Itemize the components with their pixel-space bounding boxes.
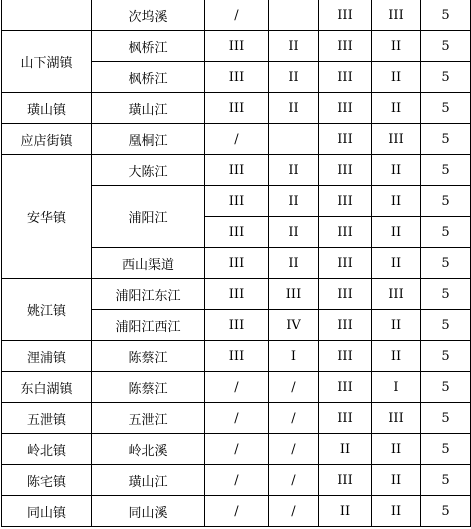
grade-cell: III [319,186,372,217]
grade-cell: II [372,217,421,248]
score-cell: 5 [421,31,471,62]
grade-cell: III [205,248,269,279]
town-cell: 应店街镇 [2,124,92,155]
river-cell: 凰桐江 [92,124,205,155]
grade-cell: III [372,0,421,31]
grade-cell: II [269,31,319,62]
grade-cell: / [269,403,319,434]
grade-cell: II [319,434,372,465]
water-quality-table [1,0,471,527]
grade-cell: III [319,93,372,124]
grade-cell: III [372,124,421,155]
grade-cell: / [205,434,269,465]
table-row [2,155,471,186]
score-cell: 5 [421,372,471,403]
grade-cell: / [269,465,319,496]
grade-cell: / [205,0,269,31]
grade-cell: II [372,434,421,465]
grade-cell: III [319,310,372,341]
river-cell: 璜山江 [92,465,205,496]
grade-cell [269,0,319,31]
river-cell: 五泄江 [92,403,205,434]
score-cell: 5 [421,310,471,341]
river-cell: 浦阳江东江 [92,279,205,310]
river-cell: 浦阳江 [92,186,205,248]
town-cell: 山下湖镇 [2,31,92,93]
score-cell: 5 [421,186,471,217]
grade-cell: / [205,372,269,403]
grade-cell: III [205,31,269,62]
river-cell: 枫桥江 [92,62,205,93]
grade-cell: III [319,155,372,186]
grade-cell: II [269,62,319,93]
score-cell: 5 [421,496,471,527]
river-cell: 浦阳江西江 [92,310,205,341]
river-cell: 陈蔡江 [92,341,205,372]
table-row [2,465,471,496]
town-cell: 璜山镇 [2,93,92,124]
grade-cell: III [319,62,372,93]
table-row [2,496,471,527]
table-row [2,0,471,31]
grade-cell: III [319,341,372,372]
river-cell: 岭北溪 [92,434,205,465]
grade-cell: II [372,186,421,217]
grade-cell: II [372,248,421,279]
grade-cell: III [205,155,269,186]
town-cell: 岭北镇 [2,434,92,465]
table-row [2,93,471,124]
score-cell: 5 [421,434,471,465]
river-cell: 大陈江 [92,155,205,186]
grade-cell: III [319,124,372,155]
grade-cell: III [205,186,269,217]
town-cell: 五泄镇 [2,403,92,434]
score-cell: 5 [421,248,471,279]
town-cell: 陈宅镇 [2,465,92,496]
grade-cell: I [269,341,319,372]
grade-cell: III [319,403,372,434]
town-cell: 姚江镇 [2,279,92,341]
grade-cell: / [269,372,319,403]
grade-cell: II [372,93,421,124]
grade-cell: / [205,124,269,155]
grade-cell: III [205,217,269,248]
score-cell: 5 [421,217,471,248]
grade-cell: III [205,62,269,93]
grade-cell: III [205,93,269,124]
table-row [2,31,471,62]
table-row [2,124,471,155]
town-cell: 浬浦镇 [2,341,92,372]
score-cell: 5 [421,93,471,124]
grade-cell: III [319,279,372,310]
grade-cell: II [372,465,421,496]
grade-cell: II [372,310,421,341]
grade-cell: III [319,31,372,62]
grade-cell: III [319,248,372,279]
town-cell [2,0,92,31]
grade-cell: III [269,279,319,310]
score-cell: 5 [421,124,471,155]
grade-cell: II [269,93,319,124]
grade-cell [269,124,319,155]
table-row [2,341,471,372]
table-row [2,403,471,434]
grade-cell: II [372,341,421,372]
grade-cell: III [372,279,421,310]
grade-cell: III [372,403,421,434]
grade-cell: III [319,465,372,496]
score-cell: 5 [421,62,471,93]
table-row [2,279,471,310]
score-cell: 5 [421,403,471,434]
table-row [2,372,471,403]
grade-cell: / [269,434,319,465]
river-cell: 次坞溪 [92,0,205,31]
grade-cell: III [205,341,269,372]
grade-cell: II [372,31,421,62]
town-cell: 同山镇 [2,496,92,527]
score-cell: 5 [421,465,471,496]
river-cell: 同山溪 [92,496,205,527]
score-cell: 5 [421,341,471,372]
score-cell: 5 [421,279,471,310]
river-cell: 璜山江 [92,93,205,124]
grade-cell: IV [269,310,319,341]
town-cell: 安华镇 [2,155,92,279]
grade-cell: II [372,155,421,186]
grade-cell: III [205,279,269,310]
score-cell: 5 [421,155,471,186]
grade-cell: II [269,217,319,248]
grade-cell: / [205,403,269,434]
grade-cell: III [319,217,372,248]
score-cell: 5 [421,0,471,31]
grade-cell: II [269,248,319,279]
river-cell: 枫桥江 [92,31,205,62]
table-row [2,434,471,465]
grade-cell: III [319,372,372,403]
grade-cell: I [372,372,421,403]
grade-cell: / [205,496,269,527]
grade-cell: III [319,0,372,31]
town-cell: 东白湖镇 [2,372,92,403]
grade-cell: / [269,496,319,527]
grade-cell: II [319,496,372,527]
river-cell: 陈蔡江 [92,372,205,403]
river-cell: 西山渠道 [92,248,205,279]
grade-cell: II [372,496,421,527]
grade-cell: II [372,62,421,93]
grade-cell: III [205,310,269,341]
grade-cell: / [205,465,269,496]
grade-cell: II [269,155,319,186]
grade-cell: II [269,186,319,217]
